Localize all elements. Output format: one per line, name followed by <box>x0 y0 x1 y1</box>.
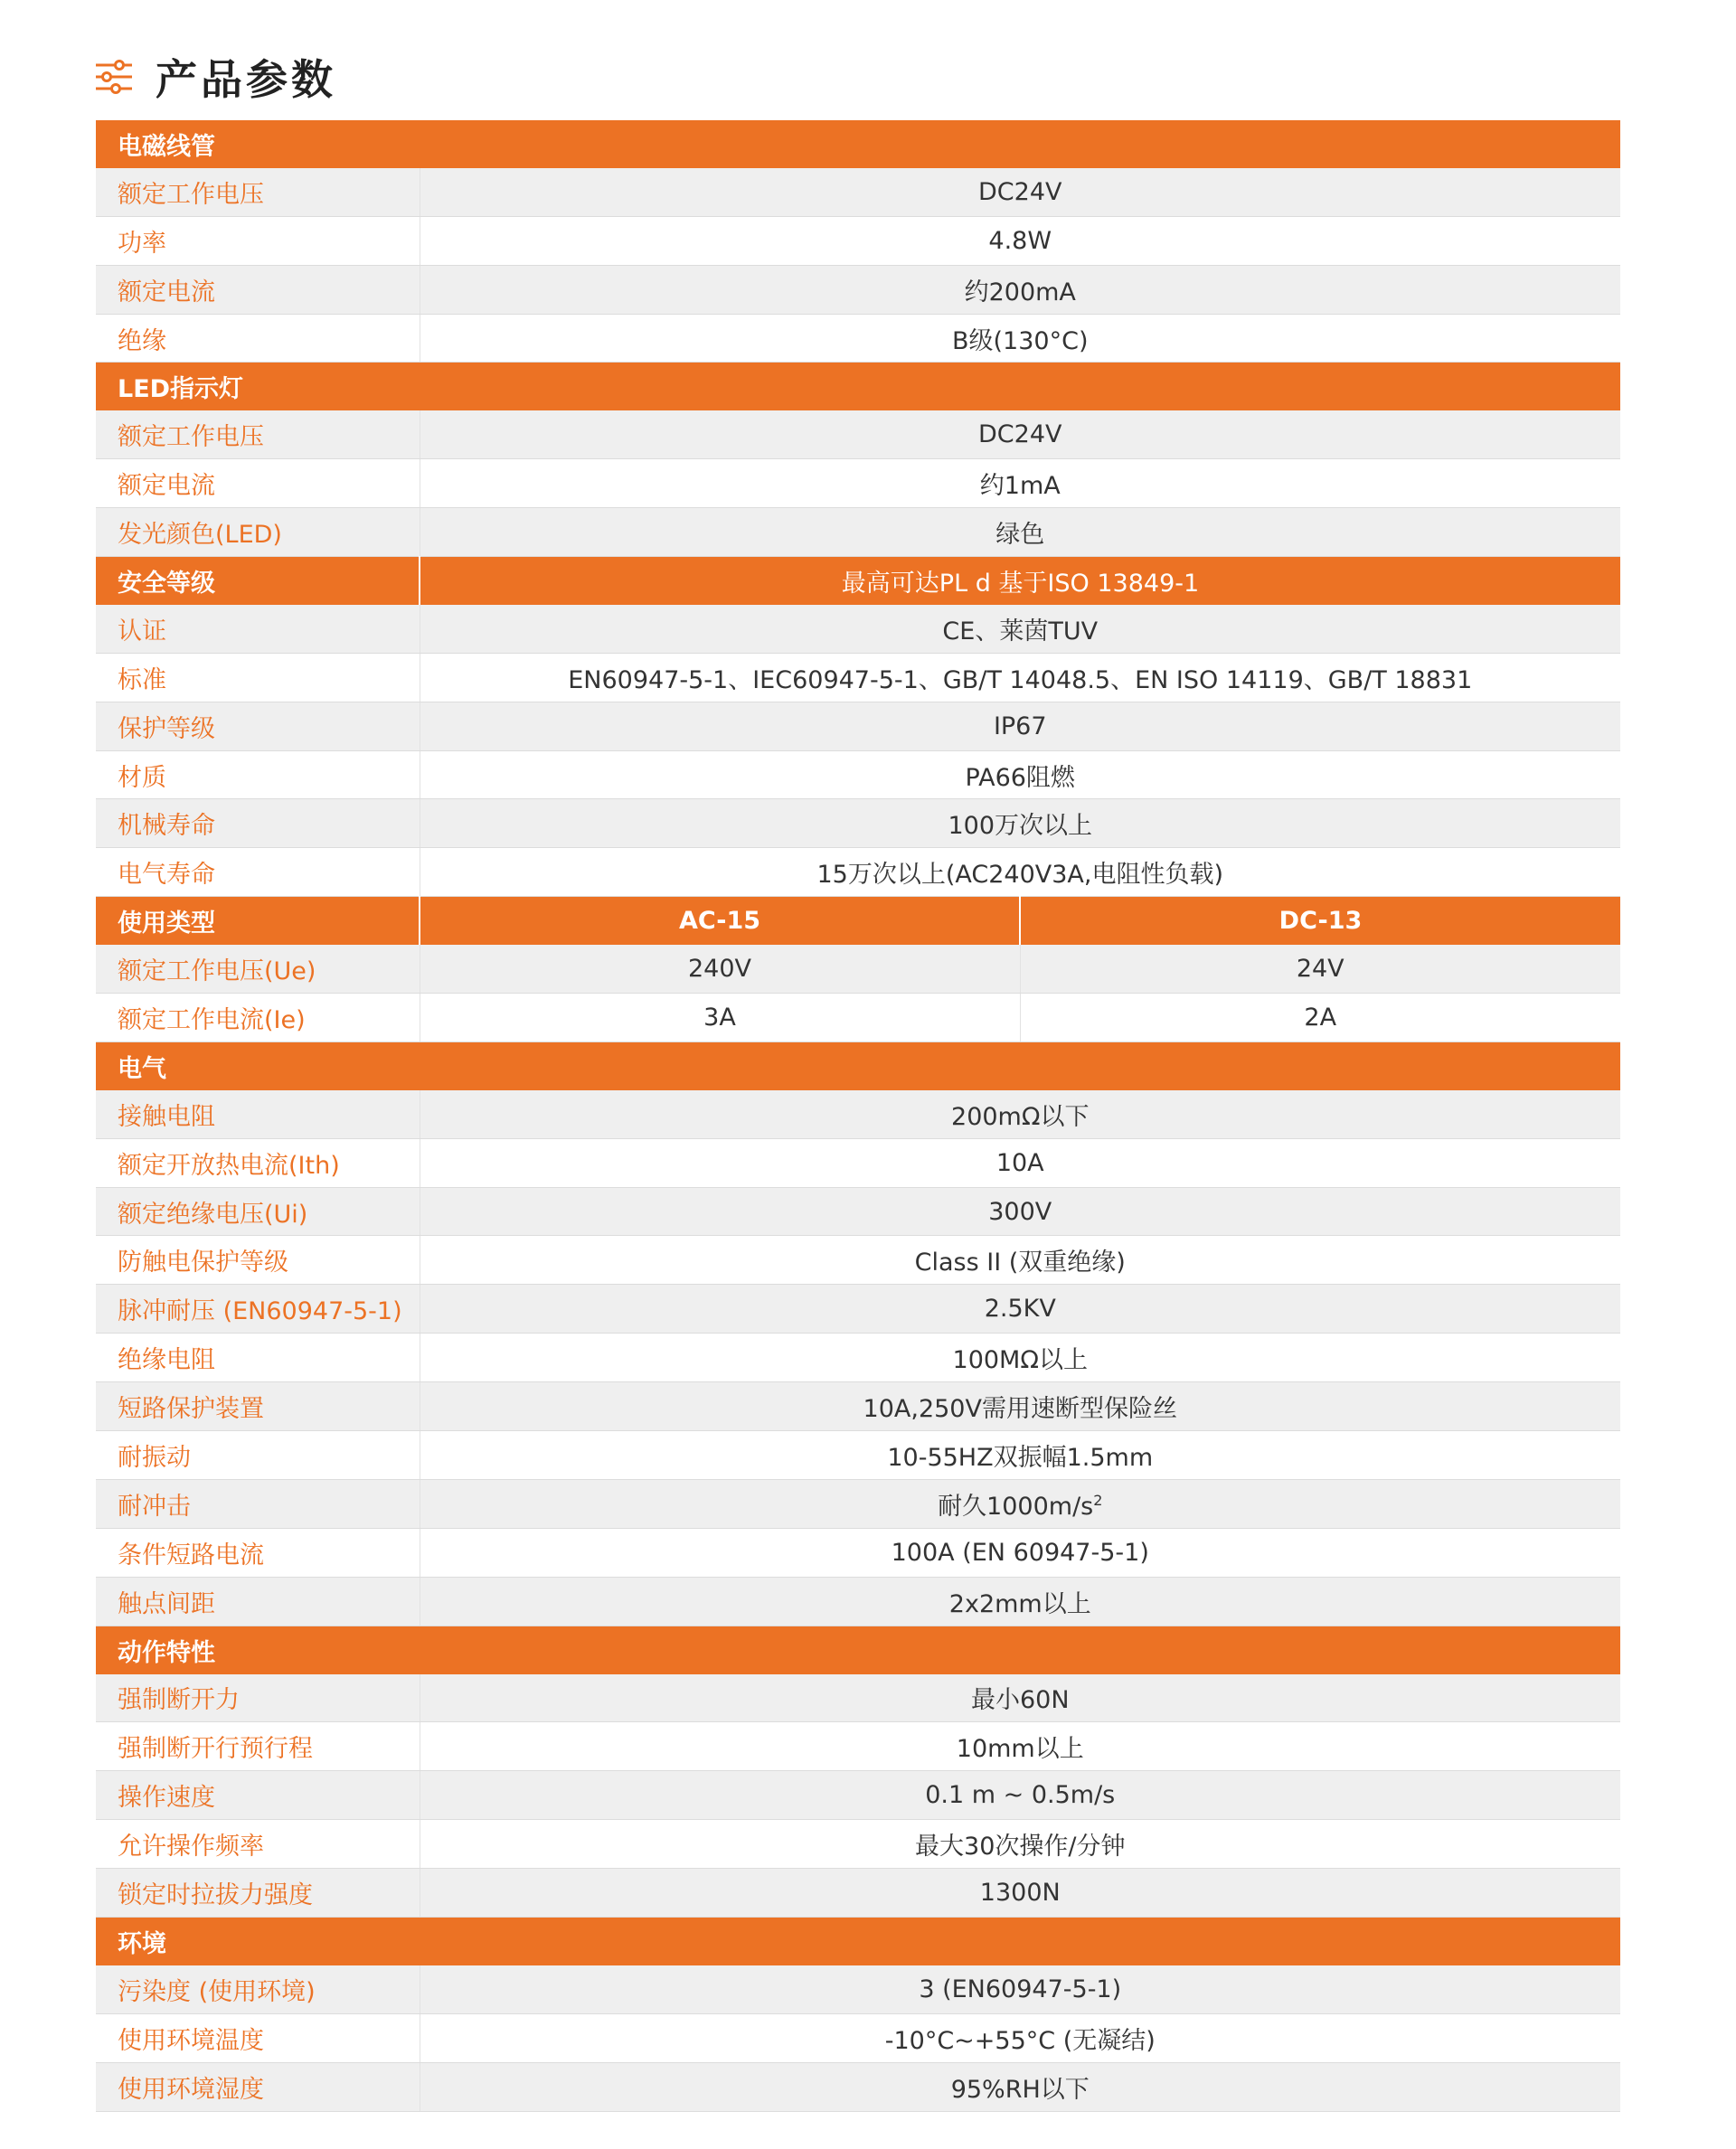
spec-value <box>420 1722 1620 1771</box>
spec-row <box>96 216 1620 265</box>
spec-label: 强制断开力 <box>96 1674 420 1722</box>
spec-label: 额定电流 <box>96 459 420 508</box>
spec-value <box>420 1577 1620 1626</box>
spec-value <box>420 605 1620 653</box>
spec-value <box>420 1674 1620 1722</box>
spec-value-text: 2x2mm以上 <box>948 1589 1091 1618</box>
spec-label: 额定电流 <box>96 265 420 314</box>
spec-label: 额定开放热电流(Ith) <box>96 1138 420 1187</box>
spec-row <box>96 508 1620 557</box>
section-header <box>96 557 1620 605</box>
spec-value-text: 100MΩ以上 <box>952 1346 1088 1375</box>
spec-label: 耐振动 <box>96 1431 420 1480</box>
spec-value-text: 4.8W <box>988 226 1052 255</box>
spec-value <box>420 1138 1620 1187</box>
spec-label: 材质 <box>96 750 420 799</box>
spec-value-text: 300V <box>988 1197 1052 1226</box>
spec-value <box>420 508 1620 557</box>
spec-label: 耐冲击 <box>96 1479 420 1528</box>
spec-label: 额定工作电压 <box>96 410 420 458</box>
spec-label: 机械寿命 <box>96 799 420 848</box>
spec-value: 240V <box>420 945 1020 993</box>
spec-value-text: Class II (双重绝缘) <box>914 1249 1126 1277</box>
spec-row <box>96 2062 1620 2111</box>
spec-value-text: 约1mA <box>979 472 1061 501</box>
spec-value <box>420 1236 1620 1285</box>
section-title: 动作特性 <box>96 1626 1620 1673</box>
spec-label: 防触电保护等级 <box>96 1236 420 1285</box>
spec-value <box>420 799 1620 848</box>
spec-row <box>96 994 1620 1042</box>
spec-row <box>96 799 1620 848</box>
spec-row <box>96 1722 1620 1771</box>
spec-row <box>96 702 1620 750</box>
spec-label: 强制断开行预行程 <box>96 1722 420 1771</box>
spec-label: 脉冲耐压 (EN60947-5-1) <box>96 1285 420 1334</box>
column-header: AC-15 <box>420 897 1020 945</box>
spec-value <box>420 653 1620 702</box>
spec-label: 使用环境湿度 <box>96 2062 420 2111</box>
spec-table-body <box>96 120 1620 2111</box>
spec-label: 标准 <box>96 653 420 702</box>
spec-row <box>96 314 1620 363</box>
spec-row <box>96 2013 1620 2062</box>
spec-value-text: 耐久1000m/s <box>938 1492 1094 1521</box>
spec-value-text: PA66阻燃 <box>965 763 1075 792</box>
spec-value-text: 0.1 m ~ 0.5m/s <box>925 1781 1116 1810</box>
spec-value <box>420 702 1620 750</box>
spec-value <box>420 459 1620 508</box>
spec-value-text: 100万次以上 <box>948 812 1093 841</box>
section-title: LED指示灯 <box>96 363 1620 410</box>
spec-label: 使用环境温度 <box>96 2013 420 2062</box>
spec-value-superscript: 2 <box>1093 1491 1103 1509</box>
spec-label: 操作速度 <box>96 1771 420 1820</box>
spec-value <box>420 1382 1620 1431</box>
spec-value: 24V <box>1020 945 1620 993</box>
spec-label: 触点间距 <box>96 1577 420 1626</box>
spec-label: 功率 <box>96 216 420 265</box>
spec-value <box>420 1090 1620 1138</box>
spec-row <box>96 848 1620 897</box>
spec-row <box>96 1090 1620 1138</box>
spec-value-text: 200mΩ以下 <box>951 1102 1090 1131</box>
spec-value-text: -10°C~+55°C (无凝结) <box>884 2026 1156 2055</box>
spec-value-text: DC24V <box>978 420 1062 449</box>
spec-row <box>96 1577 1620 1626</box>
page-title: 产品参数 <box>156 55 336 104</box>
spec-value-text: 3 (EN60947-5-1) <box>919 1975 1122 2003</box>
section-header <box>96 120 1620 168</box>
spec-value-text: 最大30次操作/分钟 <box>915 1833 1126 1862</box>
spec-label: 认证 <box>96 605 420 653</box>
spec-row <box>96 750 1620 799</box>
spec-value <box>420 1528 1620 1577</box>
spec-label: 锁定时拉拔力强度 <box>96 1869 420 1918</box>
spec-value-text: 95%RH以下 <box>950 2075 1090 2104</box>
spec-label: 保护等级 <box>96 702 420 750</box>
spec-row <box>96 1965 1620 2013</box>
spec-value-text: EN60947-5-1、IEC60947-5-1、GB/T 14048.5、EN ISO 14119、GB/T 18831 <box>568 665 1473 694</box>
spec-label: 接触电阻 <box>96 1090 420 1138</box>
spec-row <box>96 1869 1620 1918</box>
spec-value-text: B级(130°C) <box>952 326 1089 355</box>
spec-label: 绝缘电阻 <box>96 1334 420 1382</box>
spec-value-text: DC24V <box>978 177 1062 206</box>
section-header <box>96 363 1620 410</box>
spec-value <box>420 2062 1620 2111</box>
spec-value: 3A <box>420 994 1020 1042</box>
spec-value <box>420 410 1620 458</box>
section-title: 使用类型 <box>96 897 420 945</box>
spec-label: 允许操作频率 <box>96 1820 420 1869</box>
section-title: 电气 <box>96 1042 1620 1089</box>
spec-value <box>420 2013 1620 2062</box>
sliders-icon <box>94 59 134 95</box>
spec-value <box>420 750 1620 799</box>
spec-value <box>420 1965 1620 2013</box>
spec-row <box>96 1479 1620 1528</box>
spec-value <box>420 1187 1620 1236</box>
section-title: 安全等级 <box>96 557 420 605</box>
spec-value-text: 10A,250V需用速断型保险丝 <box>863 1395 1177 1424</box>
spec-row <box>96 459 1620 508</box>
spec-label: 额定工作电压 <box>96 168 420 216</box>
spec-row <box>96 168 1620 216</box>
spec-value <box>420 848 1620 897</box>
section-header <box>96 1626 1620 1673</box>
section-header-value: 最高可达PL d 基于ISO 13849-1 <box>420 557 1620 605</box>
spec-value-text: 1300N <box>979 1879 1061 1907</box>
spec-value-text: 2.5KV <box>984 1295 1056 1324</box>
spec-value <box>420 265 1620 314</box>
spec-value-text: 约200mA <box>964 278 1076 306</box>
spec-row <box>96 1431 1620 1480</box>
section-header <box>96 897 1620 945</box>
column-header: DC-13 <box>1020 897 1620 945</box>
section-header <box>96 1917 1620 1965</box>
spec-value <box>420 1431 1620 1480</box>
spec-row <box>96 1528 1620 1577</box>
spec-value <box>420 1479 1620 1528</box>
spec-value <box>420 314 1620 363</box>
spec-value-text: 10mm以上 <box>956 1735 1084 1764</box>
spec-label: 发光颜色(LED) <box>96 508 420 557</box>
spec-value-text: 100A (EN 60947-5-1) <box>891 1538 1149 1567</box>
section-title: 电磁线管 <box>96 120 1620 168</box>
spec-row <box>96 1285 1620 1334</box>
spec-row <box>96 653 1620 702</box>
spec-value <box>420 1820 1620 1869</box>
spec-row <box>96 1138 1620 1187</box>
spec-label: 条件短路电流 <box>96 1528 420 1577</box>
spec-value <box>420 1771 1620 1820</box>
spec-value-text: 15万次以上(AC240V3A,电阻性负载) <box>816 861 1223 890</box>
spec-value <box>420 1285 1620 1334</box>
spec-row <box>96 1382 1620 1431</box>
spec-row <box>96 410 1620 458</box>
spec-label: 污染度 (使用环境) <box>96 1965 420 2013</box>
page-header <box>94 45 336 108</box>
spec-row <box>96 945 1620 993</box>
spec-row <box>96 1674 1620 1722</box>
spec-value-text: CE、莱茵TUV <box>942 617 1099 646</box>
spec-value-text: 绿色 <box>995 521 1045 550</box>
spec-value-text: 10-55HZ双振幅1.5mm <box>887 1443 1154 1472</box>
spec-value-text: IP67 <box>993 712 1047 740</box>
spec-row <box>96 265 1620 314</box>
spec-row <box>96 605 1620 653</box>
spec-label: 电气寿命 <box>96 848 420 897</box>
spec-label: 短路保护装置 <box>96 1382 420 1431</box>
spec-value <box>420 1334 1620 1382</box>
spec-value <box>420 1869 1620 1918</box>
spec-row <box>96 1334 1620 1382</box>
spec-row <box>96 1771 1620 1820</box>
spec-value-text: 10A <box>995 1148 1044 1177</box>
spec-table <box>96 120 1620 2112</box>
spec-row <box>96 1820 1620 1869</box>
spec-row <box>96 1187 1620 1236</box>
spec-label: 额定工作电压(Ue) <box>96 945 420 993</box>
spec-label: 绝缘 <box>96 314 420 363</box>
spec-value <box>420 216 1620 265</box>
spec-label: 额定绝缘电压(Ui) <box>96 1187 420 1236</box>
section-title: 环境 <box>96 1917 1620 1965</box>
spec-label: 额定工作电流(Ie) <box>96 994 420 1042</box>
spec-value: 2A <box>1020 994 1620 1042</box>
section-header <box>96 1042 1620 1089</box>
spec-row <box>96 1236 1620 1285</box>
spec-value <box>420 168 1620 216</box>
spec-value-text: 最小60N <box>970 1686 1070 1715</box>
